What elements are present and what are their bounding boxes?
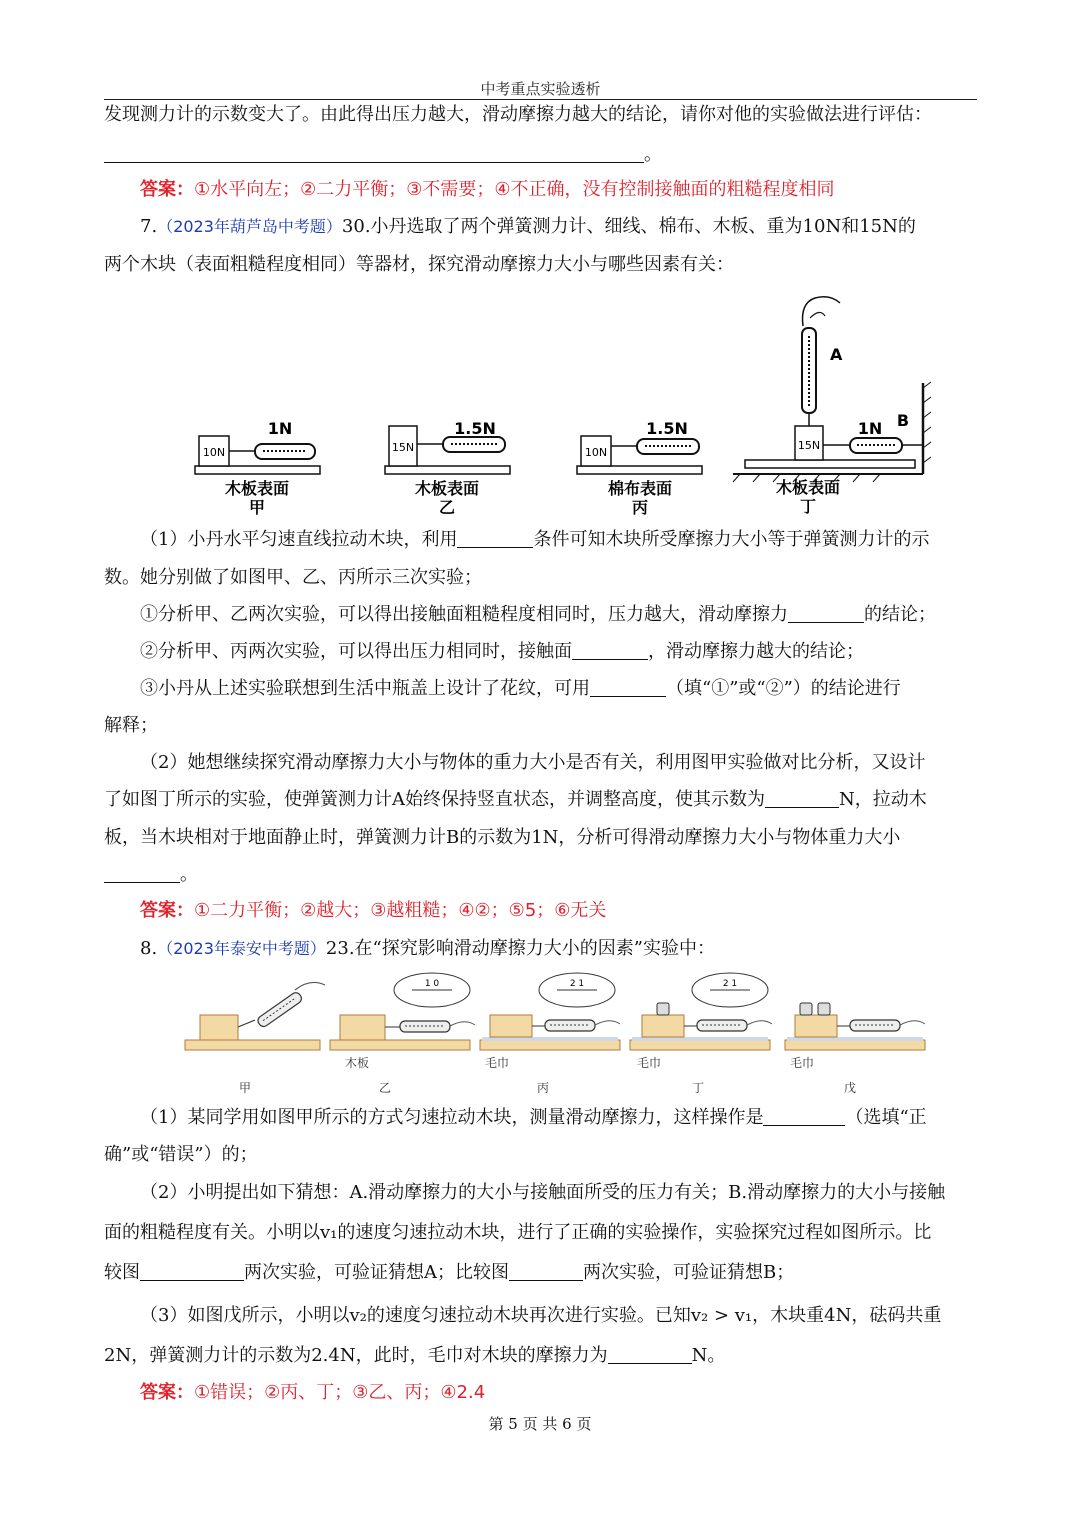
answer-blank[interactable] xyxy=(608,1345,692,1364)
q8-p3-line1 xyxy=(140,1303,977,1329)
text: （2）小明提出如下猜想：A.滑动摩擦力的大小与接触面所受的压力有关；B.滑动摩擦力的大小与接触 xyxy=(140,1182,946,1203)
surface-label: 木板 xyxy=(345,1056,370,1070)
q8-p1-line2 xyxy=(104,1142,977,1168)
q8-panel-jia xyxy=(185,982,325,1095)
surface-label: 毛巾 xyxy=(790,1056,815,1070)
text: 较图 xyxy=(104,1262,140,1283)
text: （填“①”或“②”）的结论进行 xyxy=(666,678,901,699)
q7-p2-line1 xyxy=(140,750,977,776)
text: 条件可知木块所受摩擦力大小等于弹簧测力计的示 xyxy=(533,529,930,550)
q6-tail-text: 发现测力计的示数变大了。由此得出压力越大，滑动摩擦力越大的结论，请你对他的实验做法进行评估： xyxy=(104,104,932,125)
text: 了如图丁所示的实验，使弹簧测力计A始终保持竖直状态，并调整高度，使其示数为 xyxy=(104,789,765,810)
q7-s3-line2 xyxy=(104,713,977,739)
q8-intro: 23.在“探究影响滑动摩擦力大小的因素”实验中： xyxy=(325,938,715,959)
answer-blank[interactable] xyxy=(104,144,644,163)
q7-p1-line2 xyxy=(104,565,977,591)
answer-blank[interactable] xyxy=(140,1262,244,1281)
q8-panel-wu xyxy=(785,1003,925,1095)
force-reading: 1.5N xyxy=(454,419,496,438)
q7-intro-line2 xyxy=(104,252,977,278)
text: 两次实验，可验证猜想A；比较图 xyxy=(244,1262,509,1283)
surface-label: 木板表面 xyxy=(414,479,480,498)
answer-blank[interactable] xyxy=(104,864,180,883)
answer-label: 答案： xyxy=(140,900,194,921)
q8-panel-yi xyxy=(330,973,475,1095)
meter-a-label: A xyxy=(830,345,843,364)
panel-name: 乙 xyxy=(378,1081,392,1095)
answer-blank[interactable] xyxy=(788,604,864,623)
panel-name: 乙 xyxy=(438,498,456,517)
q8-p2-line2 xyxy=(104,1220,977,1246)
text: N。 xyxy=(691,1345,726,1366)
force-reading: 1N xyxy=(857,419,883,438)
q8-p1-line1 xyxy=(140,1105,977,1131)
q8-panel-ding xyxy=(630,973,772,1095)
force-reading: 1.5N xyxy=(646,419,688,438)
text: （1）某同学用如图甲所示的方式匀速拉动木块，测量滑动摩擦力，这样操作是 xyxy=(140,1107,764,1128)
text: 数。她分别做了如图甲、乙、丙所示三次实验； xyxy=(104,567,482,588)
q8-p2-line1 xyxy=(140,1180,977,1206)
meter-b-label: B xyxy=(896,411,910,430)
panel-name: 甲 xyxy=(238,1081,252,1095)
answer-blank[interactable] xyxy=(590,678,666,697)
panel-name: 丙 xyxy=(536,1081,550,1095)
surface-label: 木板表面 xyxy=(775,478,841,497)
text: （3）如图戊所示，小明以v₂的速度匀速拉动木块再次进行实验。已知v₂ > v₁，木块重4N，砝码共重 xyxy=(140,1305,942,1326)
q7-p1-line1 xyxy=(140,527,977,553)
q7-intro2: 两个木块（表面粗糙程度相同）等器材，探究滑动摩擦力大小与哪些因素有关： xyxy=(104,254,734,275)
text: 2N，弹簧测力计的示数为2.4N，此时，毛巾对木块的摩擦力为 xyxy=(104,1345,608,1366)
q7-panel-yi xyxy=(385,419,510,517)
q7-s1 xyxy=(140,602,977,628)
q7-intro1: 30.小丹选取了两个弹簧测力计、细线、棉布、木板、重为10N和15N的 xyxy=(341,216,916,237)
answer-label: 答案： xyxy=(140,179,194,200)
text: ①分析甲、乙两次实验，可以得出接触面粗糙程度相同时，压力越大，滑动摩擦力 xyxy=(140,604,788,625)
q8-p2-line3 xyxy=(104,1260,977,1286)
answer-blank[interactable] xyxy=(572,641,648,660)
page-footer: 第 5 页 共 6 页 xyxy=(488,1415,592,1433)
q7-p2-line3 xyxy=(104,825,977,851)
q6-blank-line xyxy=(104,142,977,168)
q7-s3 xyxy=(140,676,977,702)
answer-blank[interactable] xyxy=(765,789,839,808)
q6-period: 。 xyxy=(644,144,662,165)
surface-label: 木板表面 xyxy=(224,479,290,498)
q8-intro xyxy=(140,936,977,962)
answer-label: 答案： xyxy=(140,1382,194,1403)
answer-text: ①水平向左；②二力平衡；③不需要；④不正确，没有控制接触面的粗糙程度相同 xyxy=(194,179,835,200)
q6-answer xyxy=(140,177,977,203)
surface-label: 毛巾 xyxy=(637,1056,662,1070)
question-source: （2023年泰安中考题） xyxy=(157,939,326,958)
panel-name: 丁 xyxy=(691,1081,705,1095)
q7-panel-bing xyxy=(577,419,702,517)
text: 。 xyxy=(180,864,198,885)
answer-text: ①二力平衡；②越大；③越粗糙；④②；⑤5；⑥无关 xyxy=(194,900,607,921)
question-number: 7. xyxy=(140,216,158,237)
q7-intro-line1 xyxy=(140,214,977,240)
question-source: （2023年葫芦岛中考题） xyxy=(157,217,342,236)
text: 面的粗糙程度有关。小明以v₁的速度匀速拉动木块，进行了正确的实验操作，实验探究过程如图所示。比 xyxy=(104,1222,932,1243)
question-number: 8. xyxy=(140,938,158,959)
surface-label: 毛巾 xyxy=(485,1056,510,1070)
text: ③小丹从上述实验联想到生活中瓶盖上设计了花纹，可用 xyxy=(140,678,590,699)
q7-answer xyxy=(140,898,977,924)
page-header: 中考重点实验透析 xyxy=(480,80,601,98)
q7-figure xyxy=(185,288,945,518)
text: N，拉动木 xyxy=(839,789,927,810)
dial-reading: 1 0 xyxy=(424,979,440,989)
block-weight: 10N xyxy=(584,446,608,459)
q8-panel-bing xyxy=(480,973,620,1095)
text: ，滑动摩擦力越大的结论； xyxy=(648,641,864,662)
q6-tail-line xyxy=(104,102,977,128)
text: （选填“正 xyxy=(845,1107,927,1128)
block-weight: 15N xyxy=(797,439,821,452)
header-divider xyxy=(104,99,977,100)
text: （2）她想继续探究滑动摩擦力大小与物体的重力大小是否有关，利用图甲实验做对比分析，又设计 xyxy=(140,752,926,773)
panel-name: 甲 xyxy=(248,498,266,517)
answer-text: ①错误；②丙、丁；③乙、丙；④2.4 xyxy=(194,1382,486,1403)
q7-p2-line2 xyxy=(104,787,977,813)
text: 的结论； xyxy=(864,604,936,625)
q8-figure xyxy=(180,970,940,1100)
dial-reading: 2 1 xyxy=(722,979,738,989)
panel-name: 丁 xyxy=(799,497,817,516)
text: （1）小丹水平匀速直线拉动木块，利用 xyxy=(140,529,458,550)
text: ②分析甲、丙两次实验，可以得出压力相同时，接触面 xyxy=(140,641,572,662)
text: 确”或“错误”）的； xyxy=(104,1144,258,1165)
q7-panel-jia xyxy=(195,419,320,517)
panel-name: 丙 xyxy=(631,498,649,517)
answer-blank[interactable] xyxy=(763,1107,845,1126)
answer-blank[interactable] xyxy=(457,529,533,548)
q7-p2-line4 xyxy=(104,862,977,888)
block-weight: 15N xyxy=(391,441,415,454)
text: 两次实验，可验证猜想B； xyxy=(583,1262,795,1283)
force-reading: 1N xyxy=(267,419,293,438)
surface-label: 棉布表面 xyxy=(607,479,673,498)
text: 解释； xyxy=(104,715,158,736)
q7-s2 xyxy=(140,639,977,665)
answer-blank[interactable] xyxy=(509,1262,583,1281)
panel-name: 戊 xyxy=(843,1081,857,1095)
q8-p3-line2 xyxy=(104,1343,977,1369)
text: 板，当木块相对于地面静止时，弹簧测力计B的示数为1N，分析可得滑动摩擦力大小与物体重力大小 xyxy=(104,827,901,848)
q7-panel-ding xyxy=(733,297,931,516)
q8-answer xyxy=(140,1380,977,1406)
block-weight: 10N xyxy=(202,446,226,459)
dial-reading: 2 1 xyxy=(569,979,585,989)
